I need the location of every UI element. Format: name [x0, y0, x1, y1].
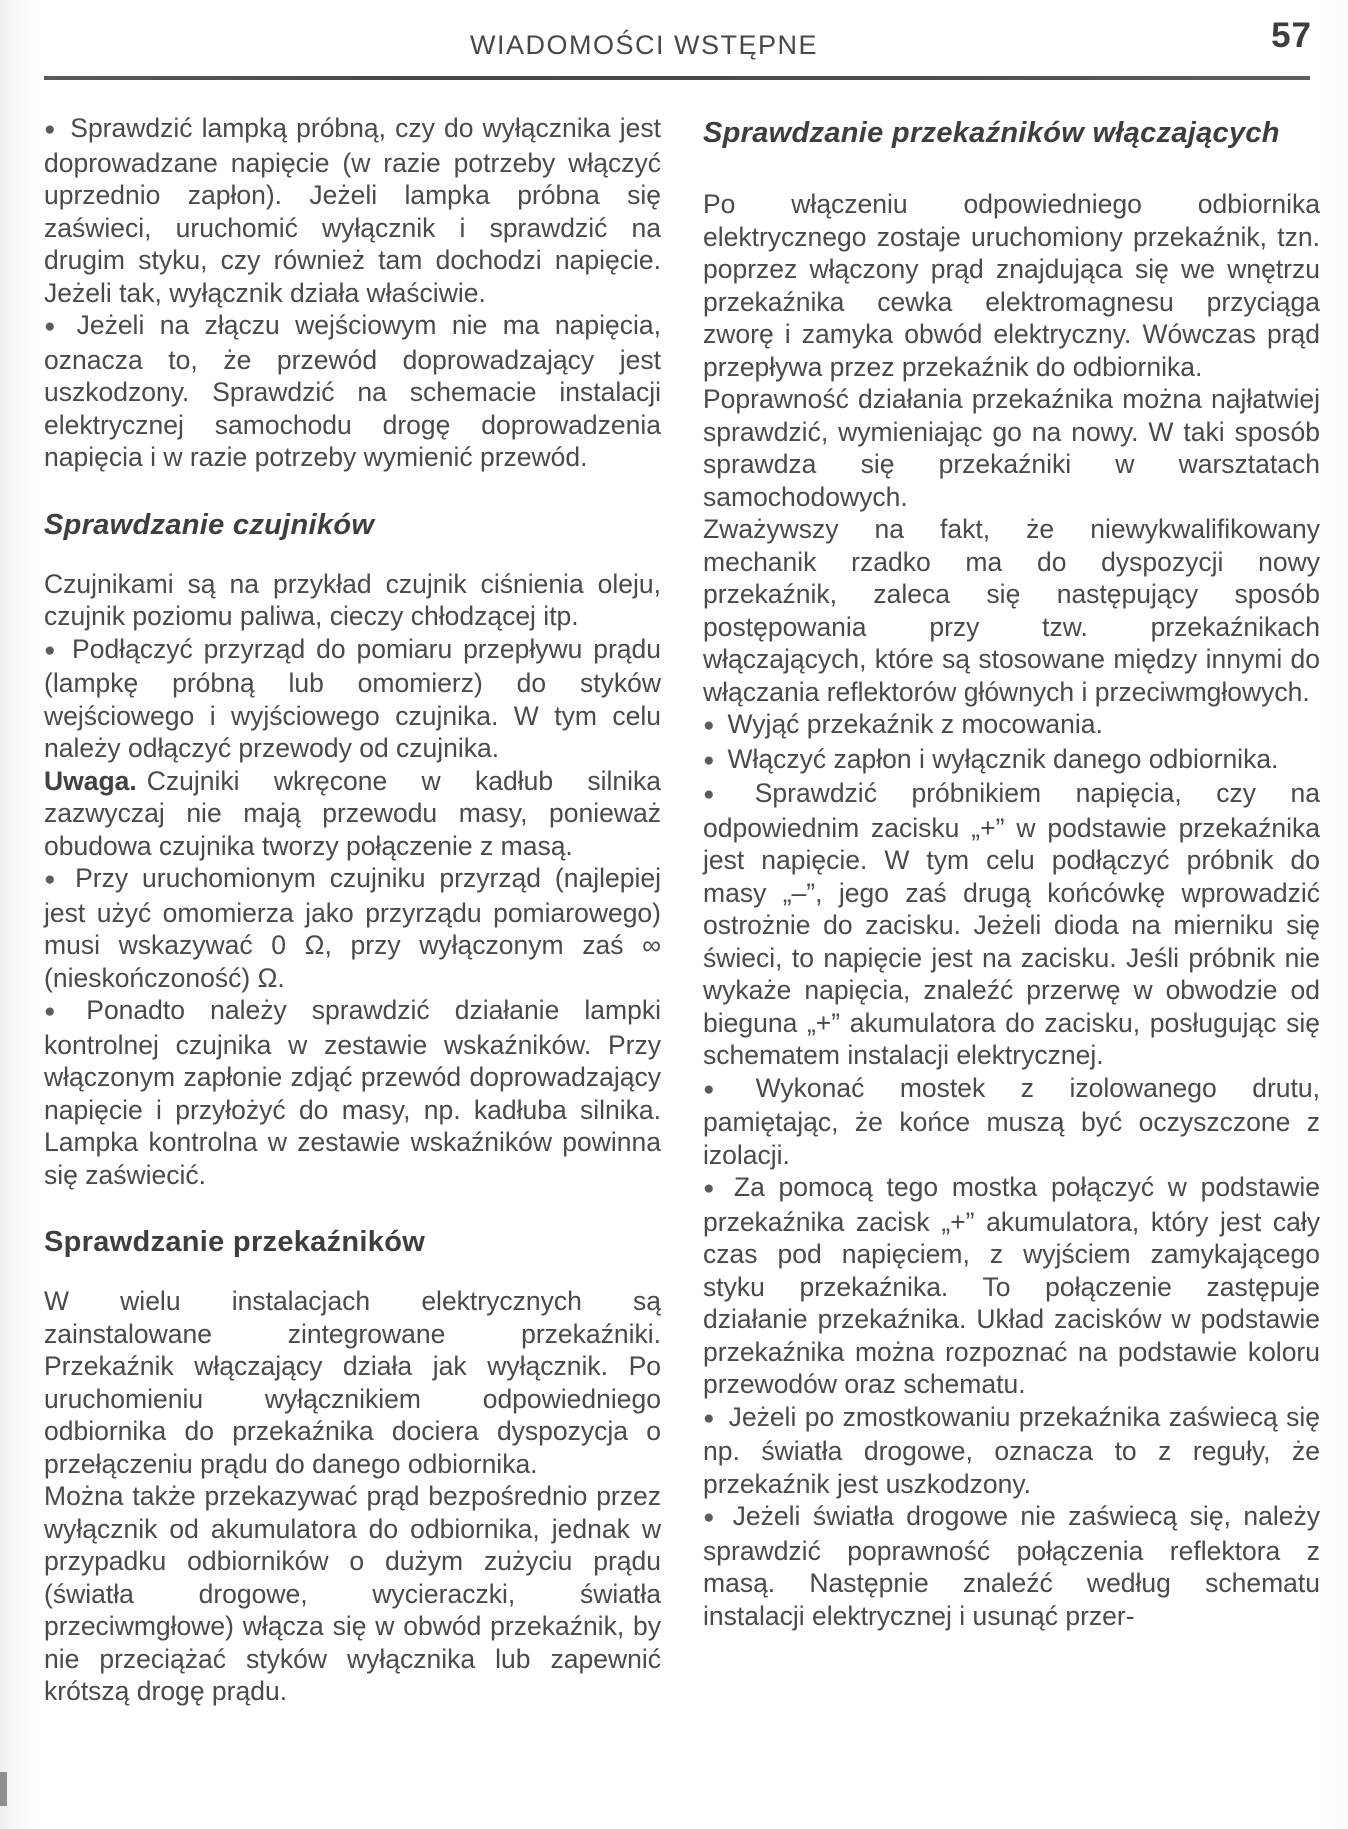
bullet-item — [44, 309, 661, 474]
paragraph: Można także przekazywać prąd bezpośrednio przez wyłącznik od akumulatora do odbiornika, jednak w przypadku odbiorników o dużym zużyciu prądu (światła drogowe, wycieraczki, światła przeciwmgłowe) włącza się w obwód przekaźnik, by nie przeciążać styków wyłącznika lub zapewnić krótszą drogę prądu. — [44, 1481, 661, 1706]
bullet-item — [703, 1072, 1320, 1172]
bullet-icon: ● — [703, 1507, 720, 1528]
bullet-text: Jeżeli na złączu wejściowym nie ma napięcia, oznacza to, że przewód doprowadzający jest uszkodzony. Sprawdzić na schemacie instalacji elektrycznej samochodu drogę doprowadzenia napięcia i w razie potrzeby wymienić przewód. — [44, 310, 661, 472]
note-lead: Uwaga. — [44, 765, 137, 796]
bullet-icon: ● — [44, 119, 58, 140]
page-number: 57 — [1271, 16, 1312, 55]
paragraph: Po włączeniu odpowiedniego odbiornika elektrycznego zostaje uruchomiony przekaźnik, tzn. poprzez włączony prąd znajdująca się we wnętrzu przekaźnika cewka elektromagnesu przyciąga zworę i zamyka obwód elektryczny. Wówczas prąd przepływa przez przekaźnik do odbiornika. — [703, 189, 1320, 382]
bullet-icon: ● — [703, 749, 715, 771]
bullet-item — [44, 112, 661, 309]
header-rule — [44, 76, 1310, 80]
bullet-item — [703, 708, 1320, 743]
bullet-item — [703, 1401, 1320, 1501]
paragraph: Poprawność działania przekaźnika można najłatwiej sprawdzić, wymieniając go na nowy. W taki sposób sprawdza się przekaźniki w warsztatach samochodowych. — [703, 384, 1320, 512]
bullet-item — [703, 1171, 1320, 1401]
bullet-icon: ● — [44, 1001, 74, 1022]
note-paragraph — [44, 765, 661, 863]
bullet-icon: ● — [44, 869, 63, 890]
paragraph: Zważywszy na fakt, że niewykwalifikowany mechanik rzadko ma do dyspozycji nowy przekaźnik, zaleca się następujący sposób postępowania przy tzw. przekaźnikach włączających, które są stosowane między innymi do włączania reflektorów głównych i przeciwmgłowych. — [703, 514, 1320, 707]
section-heading-relays: Sprawdzanie przekaźników — [44, 1226, 426, 1258]
left-column — [44, 112, 661, 1829]
section-heading-switching-relays: Sprawdzanie przekaźników włączających — [703, 117, 1280, 149]
bullet-text: Jeżeli po zmostkowaniu przekaźnika zaświecą się np. światła drogowe, oznacza to z reguły, że przekaźnik jest uszkodzony. — [703, 1401, 1320, 1499]
paragraph: Czujnikami są na przykład czujnik ciśnienia oleju, czujnik poziomu paliwa, cieczy chłodzącej itp. — [44, 568, 661, 631]
section-heading-sensors: Sprawdzanie czujników — [44, 508, 375, 541]
bullet-icon: ● — [703, 1178, 721, 1199]
bullet-icon: ● — [44, 316, 64, 337]
bullet-item — [44, 862, 661, 994]
paragraph: W wielu instalacjach elektrycznych są zainstalowane zintegrowane przekaźniki. Przekaźnik włączający działa jak wyłącznik. Po uruchomieniu wyłącznikiem odpowiedniego odbiornika do przekaźnika dociera dyspozycja o przełączeniu prądu do danego odbiornika. — [44, 1286, 661, 1479]
note-text: Czujniki wkręcone w kadłub silnika zazwyczaj nie mają przewodu masy, ponieważ obudowa czujnika tworzy połączenie z masą. — [44, 765, 661, 861]
bullet-item — [44, 994, 661, 1191]
two-column-content — [44, 112, 1320, 1829]
bullet-icon: ● — [44, 639, 60, 661]
bullet-icon: ● — [703, 1407, 716, 1429]
bullet-item — [44, 633, 661, 765]
scan-artifact — [0, 1772, 7, 1806]
bullet-text: Przy uruchomionym czujniku przyrząd (najlepiej jest użyć omomierza jako przyrządu pomiarowego) musi wskazywać 0 Ω, przy wyłączonym zaś ∞ (nieskończoność) Ω. — [44, 863, 661, 993]
bullet-text: Podłączyć przyrząd do pomiaru przepływu prądu (lampkę próbną lub omomierz) do styków wejściowego i wyjściowego czujnika. W tym celu należy odłączyć przewody od czujnika. — [44, 633, 662, 763]
bullet-text: Wykonać mostek z izolowanego drutu, pamiętając, że końce muszą być oczyszczone z izolacji. — [703, 1072, 1321, 1170]
bullet-icon: ● — [703, 784, 742, 805]
bullet-text: Ponadto należy sprawdzić działanie lampki kontrolnej czujnika w zestawie wskaźników. Przy włączonym zapłonie zdjąć przewód doprowadzający napięcie i przyłożyć do masy, np. kadłuba silnika. Lampka kontrolna w zestawie wskaźników powinna się zaświecić. — [44, 995, 661, 1190]
bullet-icon: ● — [703, 1078, 743, 1100]
bullet-item — [703, 777, 1320, 1072]
bullet-item — [703, 743, 1320, 778]
bullet-text: Sprawdzić próbnikiem napięcia, czy na odpowiednim zacisku „+” w podstawie przekaźnika jest napięcie. W tym celu podłączyć próbnik do masy „–”, jego zaś drugą końcówkę wprowadzić ostrożnie do zacisku. Jeżeli dioda na mierniku się świeci, to napięcie jest na zacisku. Jeśli próbnik nie wykaże napięcia, znaleźć przerwę w obwodzie od bieguna „+” akumulatora do zacisku, posługując się schematem instalacji elektrycznej. — [703, 778, 1320, 1070]
bullet-text: Włączyć zapłon i wyłącznik danego odbiornika. — [727, 743, 1279, 774]
bullet-text: Za pomocą tego mostka połączyć w podstawie przekaźnika zacisk „+” akumulatora, który jest cały czas pod napięciem, z wyjściem zamykającego styku przekaźnika. To połączenie zastępuje działanie przekaźnika. Układ zacisków w podstawie przekaźnika można rozpoznać na podstawie koloru przewodów oraz schematu. — [703, 1172, 1320, 1399]
bullet-icon: ● — [703, 715, 715, 736]
bullet-text: Wyjąć przekaźnik z mocowania. — [727, 709, 1103, 739]
bullet-text: Sprawdzić lampką próbną, czy do wyłącznika jest doprowadzane napięcie (w razie potrzeby włączyć uprzednio zapłon). Jeżeli lampka próbna się zaświeci, uruchomić wyłącznik i sprawdzić na drugim styku, czy również tam dochodzi napięcie. Jeżeli tak, wyłącznik działa właściwie. — [44, 113, 661, 308]
bullet-text: Jeżeli światła drogowe nie zaświecą się, należy sprawdzić poprawność połączenia reflektora z masą. Następnie znaleźć według schematu instalacji elektrycznej i usunąć przer- — [703, 1501, 1320, 1631]
page-header-title: WIADOMOŚCI WSTĘPNE — [469, 30, 818, 60]
bullet-item — [703, 1500, 1320, 1632]
right-column — [703, 112, 1320, 1829]
